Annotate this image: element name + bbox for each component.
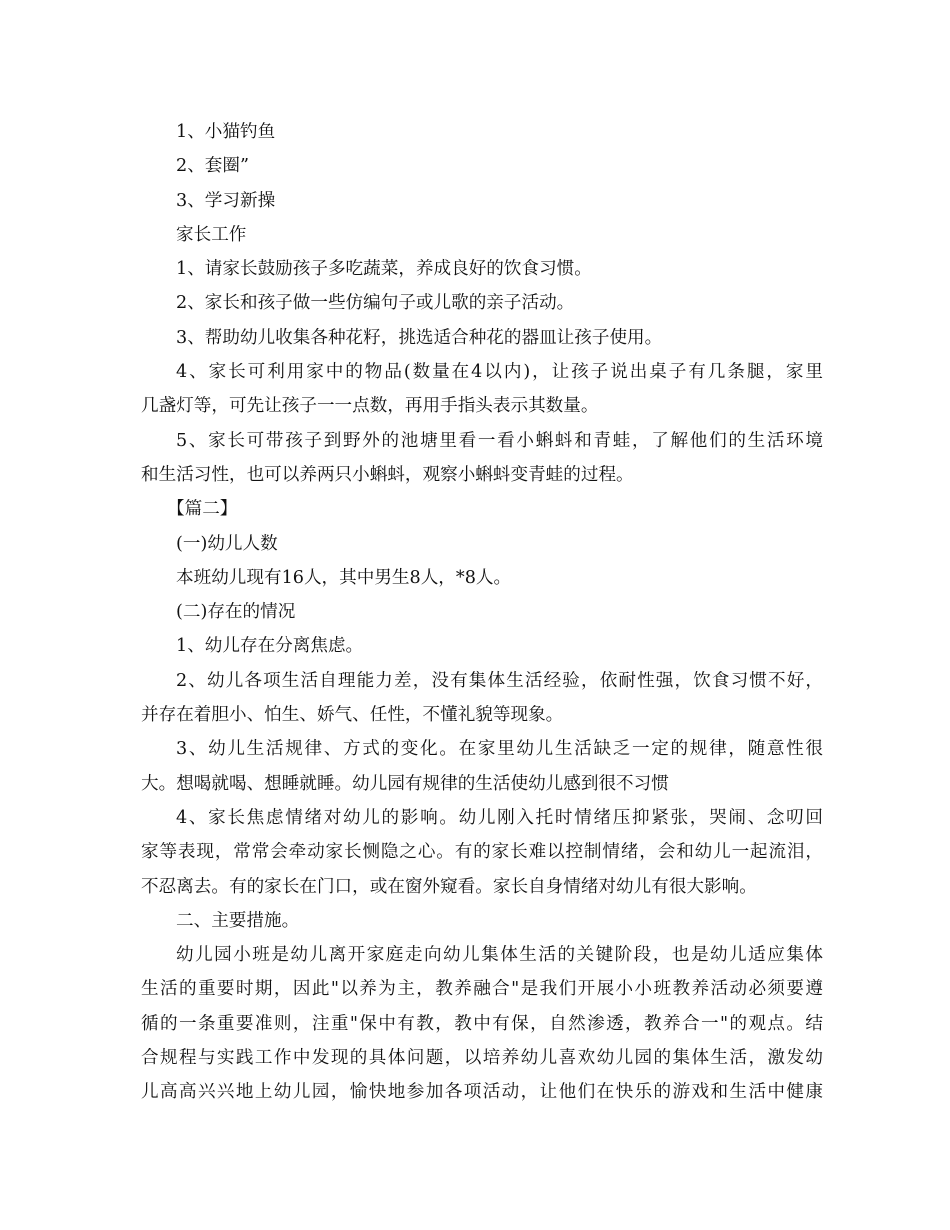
paragraph-line: 循的一条重要准则，注重"保中有教，教中有保，自然渗透，教养合一"的观点。结 <box>141 1013 823 1034</box>
paragraph-line: 合规程与实践工作中发现的具体问题，以培养幼儿喜欢幼儿园的集体生活，激发幼 <box>141 1048 823 1069</box>
paragraph-line: 3、幼儿生活规律、方式的变化。在家里幼儿生活缺乏一定的规律，随意性很 <box>176 739 823 760</box>
paragraph-line: 1、请家长鼓励孩子多吃蔬菜，养成良好的饮食习惯。 <box>176 259 592 280</box>
document-body <box>141 115 823 1110</box>
paragraph-line: 4、家长可利用家中的物品(数量在4以内)，让孩子说出桌子有几条腿，家里 <box>176 362 823 383</box>
paragraph-line: 2、幼儿各项生活自理能力差，没有集体生活经验，依耐性强，饮食习惯不好， <box>176 670 823 691</box>
paragraph-line: 几盏灯等，可先让孩子一一点数，再用手指头表示其数量。 <box>141 396 599 417</box>
paragraph-line: (一)幼儿人数 <box>176 533 278 554</box>
paragraph-line: 并存在着胆小、怕生、娇气、任性，不懂礼貌等现象。 <box>141 705 564 726</box>
paragraph-line: 二、主要措施。 <box>176 910 300 931</box>
paragraph-line: 1、幼儿存在分离焦虑。 <box>176 636 364 657</box>
paragraph-line: (二)存在的情况 <box>176 602 296 623</box>
paragraph-line: 2、家长和孩子做一些仿编句子或儿歌的亲子活动。 <box>176 293 575 314</box>
paragraph-line: 家等表现，常常会牵动家长恻隐之心。有的家长难以控制情绪，会和幼儿一起流泪， <box>141 842 823 863</box>
paragraph-line: 5、家长可带孩子到野外的池塘里看一看小蝌蚪和青蛙，了解他们的生活环境 <box>176 430 823 451</box>
paragraph-line: 生活的重要时期，因此"以养为主，教养融合"是我们开展小小班教养活动必须要遵 <box>141 979 823 1000</box>
paragraph-line: 儿高高兴兴地上幼儿园，愉快地参加各项活动，让他们在快乐的游戏和生活中健康 <box>141 1082 823 1103</box>
paragraph-line: 2、套圈” <box>176 156 249 177</box>
paragraph-line: 和生活习性，也可以养两只小蝌蚪，观察小蝌蚪变青蛙的过程。 <box>141 464 634 485</box>
paragraph-line: 不忍离去。有的家长在门口，或在窗外窥看。家长自身情绪对幼儿有很大影响。 <box>141 876 757 897</box>
paragraph-line: 幼儿园小班是幼儿离开家庭走向幼儿集体生活的关键阶段，也是幼儿适应集体 <box>176 945 823 966</box>
paragraph-line: 3、学习新操 <box>176 190 276 211</box>
paragraph-line: 1、小猫钓鱼 <box>176 122 276 142</box>
paragraph-line: 大。想喝就喝、想睡就睡。幼儿园有规律的生活使幼儿感到很不习惯 <box>141 773 669 794</box>
paragraph-line: 【篇二】 <box>167 499 238 520</box>
paragraph-line: 家长工作 <box>176 224 247 245</box>
paragraph-line: 本班幼儿现有16人，其中男生8人，*8人。 <box>176 567 512 588</box>
paragraph-line: 4、家长焦虑情绪对幼儿的影响。幼儿刚入托时情绪压抑紧张，哭闹、念叨回 <box>176 807 823 828</box>
paragraph-line: 3、帮助幼儿收集各种花籽，挑选适合种花的器皿让孩子使用。 <box>176 327 663 348</box>
